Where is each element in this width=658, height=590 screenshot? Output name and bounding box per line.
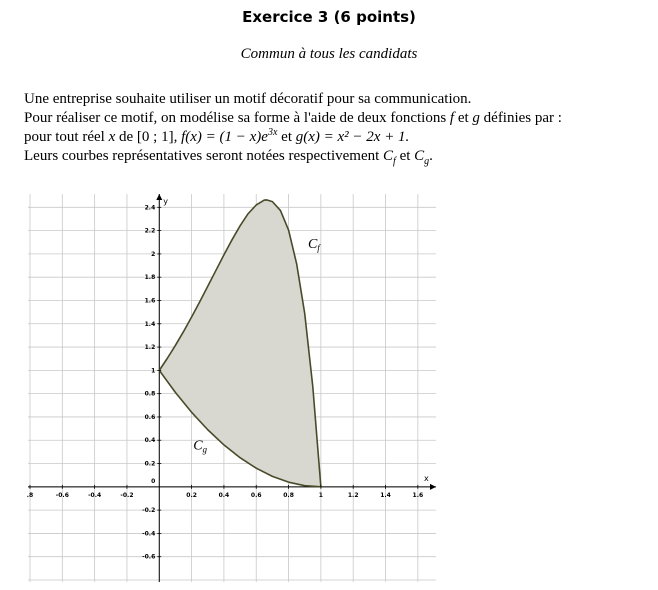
- origin-label: 0: [151, 477, 156, 485]
- y-axis-arrow: [156, 194, 162, 200]
- exercise-subtitle: Commun à tous les candidats: [240, 46, 418, 62]
- x-tick-label: 0.6: [250, 491, 262, 499]
- y-tick-label: 0.8: [144, 390, 156, 398]
- y-tick-label: 0.4: [144, 437, 156, 445]
- y-tick-label: 0.6: [144, 413, 156, 421]
- y-tick-label: 2.4: [144, 204, 156, 212]
- y-tick-label: -0.6: [142, 553, 156, 561]
- y-tick-label: 1.8: [144, 274, 156, 282]
- y-tick-label: 1: [151, 367, 156, 375]
- statement-line-1: Une entreprise souhaite utiliser un motif décoratif pour sa communication.: [24, 91, 472, 107]
- statement-line-2: Pour réaliser ce motif, on modélise sa forme à l'aide de deux fonctions f et g définies par :: [24, 110, 562, 126]
- y-tick-label: -0.2: [142, 507, 156, 515]
- y-tick-label: 1.4: [144, 320, 156, 328]
- y-tick-label: 1.2: [144, 344, 156, 352]
- x-tick-label: 1.4: [380, 491, 391, 499]
- x-tick-label: -0.4: [88, 491, 102, 499]
- statement-line-3: pour tout réel x de [0 ; 1], $f(x) = (1 - x)e^{3x}$ et g(x) = x² − 2x + 1.: [24, 127, 410, 145]
- curve-label-cg: $C_g$: [193, 438, 208, 455]
- y-tick-label: 2.2: [144, 227, 156, 235]
- y-tick-label: 1.6: [144, 297, 156, 305]
- x-tick-label: -0.2: [120, 491, 134, 499]
- x-tick-label: 1.6: [412, 491, 424, 499]
- x-axis-label: x: [424, 473, 429, 483]
- y-axis-label: y: [163, 197, 169, 206]
- x-tick-label: 1.2: [347, 491, 359, 499]
- function-graph: [0, 192, 460, 584]
- curve-label-cf: $C_f$: [307, 237, 320, 254]
- x-tick-label: 1: [318, 491, 323, 499]
- x-tick-label: .8: [26, 491, 34, 499]
- y-tick-label: 2: [151, 250, 156, 258]
- x-tick-label: -0.6: [55, 491, 69, 499]
- y-tick-label: -0.4: [142, 530, 156, 538]
- x-tick-label: 0.2: [186, 491, 197, 499]
- exercise-title: Exercice 3 (6 points): [242, 8, 416, 26]
- y-tick-label: 0.2: [144, 460, 156, 468]
- x-tick-label: 0.4: [218, 491, 230, 499]
- exercise-statement: [24, 90, 654, 166]
- x-axis-arrow: [430, 484, 436, 490]
- x-tick-label: 0.8: [283, 491, 294, 499]
- statement-line-4: Leurs courbes représentatives seront notées respectivement $C_f$ et $C_g$.: [24, 148, 433, 167]
- area-between-curves: [159, 200, 321, 487]
